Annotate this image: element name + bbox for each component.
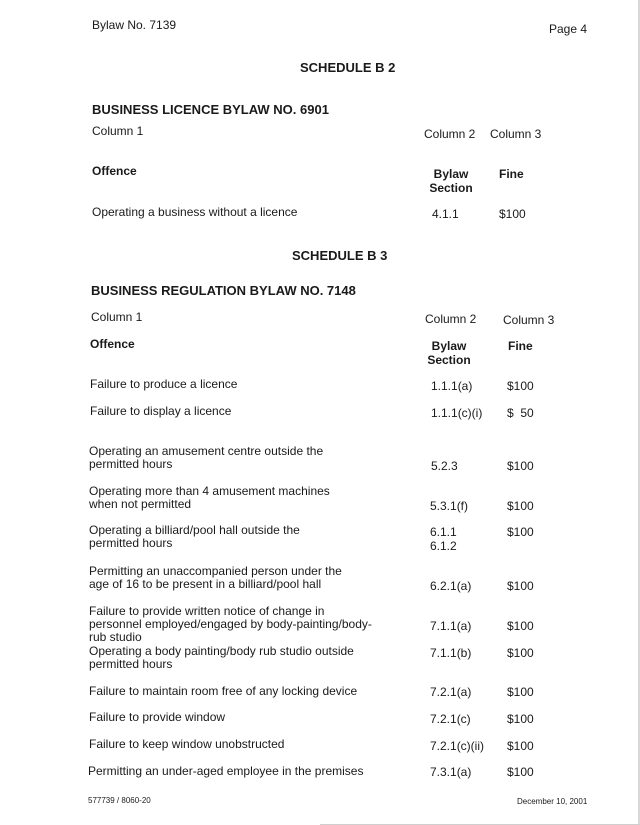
bylaw-number: Bylaw No. 7139 — [92, 18, 177, 32]
table-row-fine: $100 — [507, 499, 534, 513]
table-row-offence: Failure to produce a licence — [90, 377, 238, 391]
table-row-offence: Failure to display a licence — [90, 404, 232, 418]
table-row-section: 5.2.3 — [431, 459, 458, 473]
table-row-offence: Permitting an unaccompanied person under the age of 16 to be present in a billiard/pool hall — [89, 564, 342, 591]
b3-fine-header: Fine — [508, 339, 533, 353]
table-row-offence: Operating a billiard/pool hall outside the permitted hours — [89, 523, 300, 550]
b2-fine-header: Fine — [499, 167, 524, 181]
table-row-offence: Operating an amusement centre outside the permitted hours — [89, 444, 324, 471]
table-row-fine: $100 — [507, 739, 534, 753]
b3-column-2: Column 2 — [425, 312, 477, 326]
b3-column-1: Column 1 — [91, 310, 143, 324]
b2-column-2: Column 2 — [424, 127, 476, 141]
footer-date: December 10, 2001 — [517, 797, 588, 806]
table-row-section: 6.2.1(a) — [430, 579, 472, 593]
table-row-section: 1.1.1(a) — [431, 379, 473, 393]
table-row-offence: Failure to maintain room free of any locking device — [89, 684, 358, 698]
table-row-fine: $ 50 — [507, 406, 534, 420]
table-row-fine: $100 — [507, 619, 534, 633]
table-row-fine: $100 — [507, 765, 534, 779]
b2-column-3: Column 3 — [490, 127, 542, 141]
table-row-section: 7.2.1(a) — [430, 685, 472, 699]
business-regulation-bylaw-title: BUSINESS REGULATION BYLAW NO. 7148 — [91, 283, 356, 298]
table-row-section: 5.3.1(f) — [430, 499, 469, 513]
b2-section-header-line1: Bylaw — [433, 167, 469, 181]
table-row-section: 1.1.1(c)(i) — [431, 406, 483, 420]
b2-section-header — [424, 167, 478, 195]
table-row-offence: Failure to provide written notice of change in personnel employed/engaged by body-painting/body-rub studio — [89, 604, 372, 644]
b2-column-1: Column 1 — [92, 124, 144, 138]
table-row-offence: Operating a body painting/body rub studio outside permitted hours — [89, 644, 354, 671]
b3-section-header — [422, 339, 476, 367]
table-row-fine: $100 — [507, 379, 534, 393]
schedule-b2-title: SCHEDULE B 2 — [300, 60, 396, 75]
table-row-fine: $100 — [507, 579, 534, 593]
b2-row-offence: Operating a business without a licence — [92, 205, 298, 219]
b3-section-header-line1: Bylaw — [431, 339, 467, 353]
b3-column-3: Column 3 — [503, 313, 555, 327]
table-row-section: 6.1.1 — [430, 525, 457, 539]
table-row-offence: Operating more than 4 amusement machines when not permitted — [89, 484, 330, 511]
b2-row-fine: $100 — [499, 207, 526, 221]
b3-offence-header: Offence — [90, 337, 135, 351]
table-row-section: 7.2.1(c)(ii) — [430, 739, 485, 753]
table-row-section: 7.1.1(b) — [430, 646, 472, 660]
b2-row-section: 4.1.1 — [432, 207, 459, 221]
table-row-fine: $100 — [507, 525, 534, 539]
table-row-offence: Failure to provide window — [89, 710, 226, 724]
table-row-fine: $100 — [507, 646, 534, 660]
table-row-offence: Permitting an under-aged employee in the premises — [88, 764, 364, 778]
b2-section-header-line2: Section — [429, 181, 473, 195]
page-number: Page 4 — [549, 22, 588, 36]
b2-offence-header: Offence — [92, 164, 137, 178]
footer-reference: 577739 / 8060-20 — [88, 796, 151, 805]
table-row-offence: Failure to keep window unobstructed — [89, 737, 285, 751]
table-row-fine: $100 — [507, 712, 534, 726]
table-row-section: 7.2.1(c) — [430, 712, 471, 726]
table-row-section-2: 6.1.2 — [430, 539, 457, 553]
schedule-b3-title: SCHEDULE B 3 — [292, 248, 388, 263]
table-row-section: 7.3.1(a) — [430, 765, 472, 779]
business-licence-bylaw-title: BUSINESS LICENCE BYLAW NO. 6901 — [92, 102, 329, 117]
table-row-fine: $100 — [507, 459, 534, 473]
table-row-section: 7.1.1(a) — [430, 619, 472, 633]
b3-section-header-line2: Section — [427, 353, 471, 367]
table-row-fine: $100 — [507, 685, 534, 699]
